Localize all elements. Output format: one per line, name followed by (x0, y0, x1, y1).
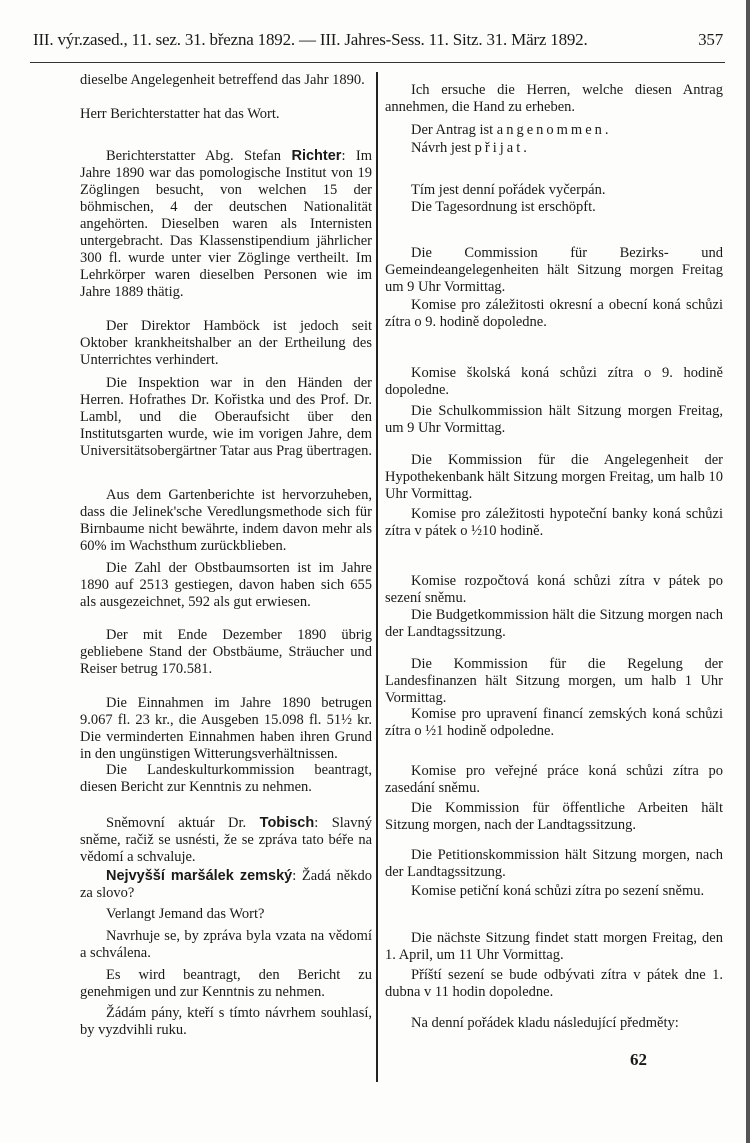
paragraph: Die Petitionskommission hält Sitzung morgen, nach der Landtagssitzung. (385, 847, 723, 880)
paragraph: Herr Berichterstatter hat das Wort. (80, 106, 280, 122)
speech-text: : Slavný sněme, račiž se usnésti, že se zpráva tato béře na vědomí a schvaluje. (80, 815, 372, 865)
text: Der Antrag ist (411, 122, 497, 138)
header-czech: III. výr.zased., 11. sez. 31. března 1892. (33, 30, 295, 49)
paragraph: Žádám pány, kteří s tímto návrhem souhlasí, by vyzdvihli ruku. (80, 1005, 372, 1038)
paragraph: Komise pro záležitosti okresní a obecní koná schůzi zítra o 9. hodině dopoledne. (385, 297, 723, 330)
speech-tobisch (80, 815, 372, 866)
column-divider (376, 72, 378, 1082)
header-german: III. Jahres-Sess. 11. Sitz. 31. März 1892. (319, 30, 588, 49)
paragraph: Die Tagesordnung ist erschöpft. (411, 199, 596, 215)
motion-accepted-de (385, 122, 723, 139)
paragraph: Die Inspektion war in den Händen der Herren. Hofrathes Dr. Kořistka und des Prof. Dr. Lambl, und die Oberaufsicht über den Institutsgarten wurde, wie im vorigen Jahre, dem Universitätsobergärtner Tatar aus Prag übertragen. (80, 375, 372, 459)
paragraph: Komise petiční koná schůzi zítra po sezení sněmu. (411, 883, 705, 899)
header-rule (30, 62, 725, 63)
paragraph: Ich ersuche die Herren, welche diesen Antrag annehmen, die Hand zu erheben. (385, 82, 723, 115)
scan-edge (746, 0, 750, 1143)
speech-marshal (80, 868, 372, 902)
spaced-text: angenommen (496, 122, 605, 138)
running-header (33, 30, 723, 50)
paragraph: Die Commission für Bezirks- und Gemeindeangelegenheiten hält Sitzung morgen Freitag um 9 Uhr Vormittag. (385, 245, 723, 295)
paragraph: Die Landeskulturkommission beantragt, diesen Bericht zur Kenntnis zu nehmen. (80, 762, 372, 795)
paragraph: Die Schulkommission hält Sitzung morgen Freitag, um 9 Uhr Vormittag. (385, 403, 723, 436)
paragraph: Komise pro veřejné práce koná schůzi zítra po zasedání sněmu. (385, 763, 723, 796)
speaker-name: Nejvyšší maršálek zemský (106, 868, 293, 884)
paragraph: Die Einnahmen im Jahre 1890 betrugen 9.067 fl. 23 kr., die Ausgeben 15.098 fl. 51½ kr. Die verminderten Einnahmen haben ihren Grund in den ungünstigen Witterungsverhältnissen. (80, 695, 372, 762)
page-number: 357 (698, 30, 723, 49)
paragraph: Na denní pořádek kladu následující předměty: (411, 1015, 679, 1031)
speaker-intro: Sněmovní aktuár Dr. (106, 815, 260, 831)
speaker-name: Richter (291, 148, 342, 164)
paragraph: dieselbe Angelegenheit betreffend das Jahr 1890. (80, 72, 365, 88)
text: Návrh jest (411, 140, 475, 156)
motion-accepted-cz (385, 140, 723, 157)
paragraph: Die Kommission für die Regelung der Landesfinanzen hält Sitzung morgen, um halb 1 Uhr Vormittag. (385, 656, 723, 706)
speech-text: : Žadá někdo za slovo? (80, 868, 372, 901)
paragraph: Komise školská koná schůzi zítra o 9. hodině dopoledne. (385, 365, 723, 398)
paragraph: Der Direktor Hamböck ist jedoch seit Oktober krankheitshalber an der Ertheilung des Unterrichtes verhindert. (80, 318, 372, 368)
speaker-intro: Berichterstatter Abg. Stefan (106, 148, 292, 164)
paragraph: Verlangt Jemand das Wort? (106, 906, 265, 922)
paragraph: Aus dem Gartenberichte ist hervorzuheben, dass die Jelinek'sche Veredlungsmethode sich für Birnbaume nicht bewährte, indem davon mehr als 60% im Wachsthum zurückblieben. (80, 487, 372, 554)
paragraph: Komise pro záležitosti hypoteční banky koná schůzi zítra v pátek o ½10 hodině. (385, 506, 723, 539)
text: . (604, 122, 609, 138)
paragraph: Die Kommission für die Angelegenheit der Hypothekenbank hält Sitzung morgen Freitag, um halb 10 Uhr Vormittag. (385, 452, 723, 502)
paragraph: Příští sezení se bude odbývati zítra v pátek dne 1. dubna v 11 hodin dopoledne. (385, 967, 723, 1000)
paragraph: Die Budgetkommission hält die Sitzung morgen nach der Landtagssitzung. (385, 607, 723, 640)
paragraph: Tím jest denní pořádek vyčerpán. (411, 182, 606, 198)
speech-text: : Im Jahre 1890 war das pomologische Institut von 19 Zöglingen besucht, von welchen 15 der böhmischen, 4 der deutschen Nationalität angehörten. Dieselben waren als Internisten untergebracht. Das Klassenstipendium jährlicher 300 fl. wurde unter vier Zöglinge vertheilt. Im Lehrkörper waren dieselben Personen wie im Jahre 1889 thätig. (80, 148, 372, 300)
speech-richter (80, 148, 372, 301)
paragraph: Der mit Ende Dezember 1890 übrig gebliebene Stand der Obstbäume, Sträucher und Reiser betrug 170.581. (80, 627, 372, 677)
paragraph: Die Zahl der Obstbaumsorten ist im Jahre 1890 auf 2513 gestiegen, davon haben sich 655 als ausgezeichnet, 592 als gut erwiesen. (80, 560, 372, 610)
footer-number: 62 (630, 1050, 647, 1069)
paragraph: Komise pro upravení financí zemských koná schůzi zítra o ½1 hodině odpoledne. (385, 706, 723, 739)
spaced-text: přijat (474, 140, 524, 156)
paragraph: Es wird beantragt, den Bericht zu genehmigen und zur Kenntnis zu nehmen. (80, 967, 372, 1000)
paragraph: Navrhuje se, by zpráva byla vzata na vědomí a schválena. (80, 928, 372, 961)
paragraph: Komise rozpočtová koná schůzi zítra v pátek po sezení sněmu. (385, 573, 723, 606)
paragraph: Die Kommission für öffentliche Arbeiten hält Sitzung morgen, nach der Landtagssitzung. (385, 800, 723, 833)
speaker-name: Tobisch (259, 815, 315, 831)
text: . (523, 140, 527, 156)
paragraph: Die nächste Sitzung findet statt morgen Freitag, den 1. April, um 11 Uhr Vormittag. (385, 930, 723, 963)
header-dash: — (299, 30, 316, 49)
